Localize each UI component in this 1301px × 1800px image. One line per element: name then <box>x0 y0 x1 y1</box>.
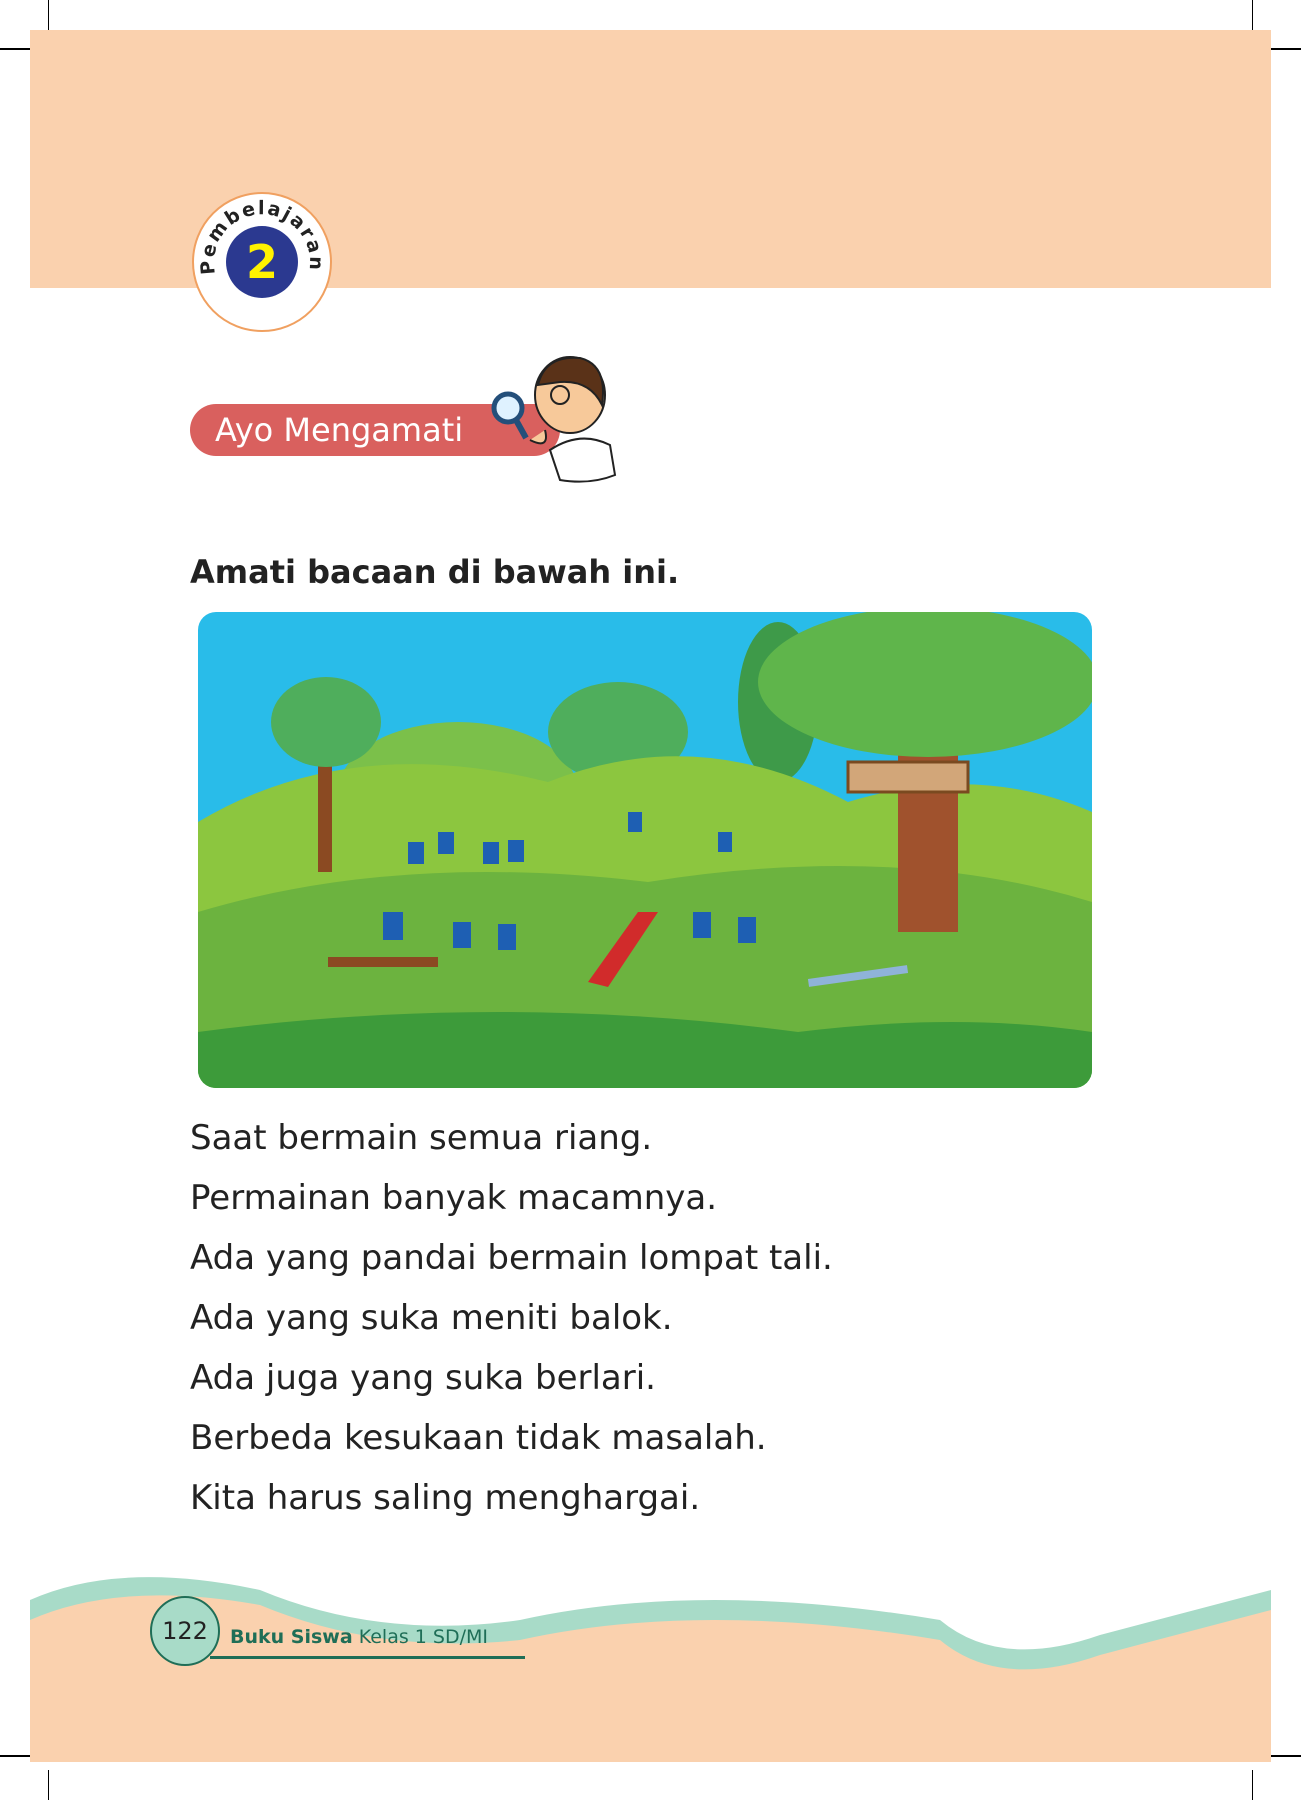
park-illustration <box>198 612 1092 1088</box>
page-number: 122 <box>150 1596 220 1666</box>
reading-line: Permainan banyak macamnya. <box>190 1178 718 1218</box>
reading-line: Ada yang suka meniti balok. <box>190 1298 673 1338</box>
reading-line: Saat bermain semua riang. <box>190 1118 653 1158</box>
badge-label: Pembelajaran <box>196 197 328 276</box>
footer-wave <box>0 1560 1301 1770</box>
footer-rule <box>210 1656 525 1659</box>
book-title <box>230 1626 488 1648</box>
book-title-rest: Kelas 1 SD/MI <box>358 1626 488 1648</box>
section-title: Ayo Mengamati <box>215 411 464 449</box>
lesson-number: 2 <box>226 226 298 298</box>
reading-line: Ada yang pandai bermain lompat tali. <box>190 1238 833 1278</box>
reading-line: Kita harus saling menghargai. <box>190 1478 701 1518</box>
reading-line: Ada juga yang suka berlari. <box>190 1358 656 1398</box>
boy-with-magnifier-icon <box>490 350 625 495</box>
reading-line: Berbeda kesukaan tidak masalah. <box>190 1418 767 1458</box>
book-title-bold: Buku Siswa <box>230 1626 353 1648</box>
instruction-heading: Amati bacaan di bawah ini. <box>190 553 680 591</box>
